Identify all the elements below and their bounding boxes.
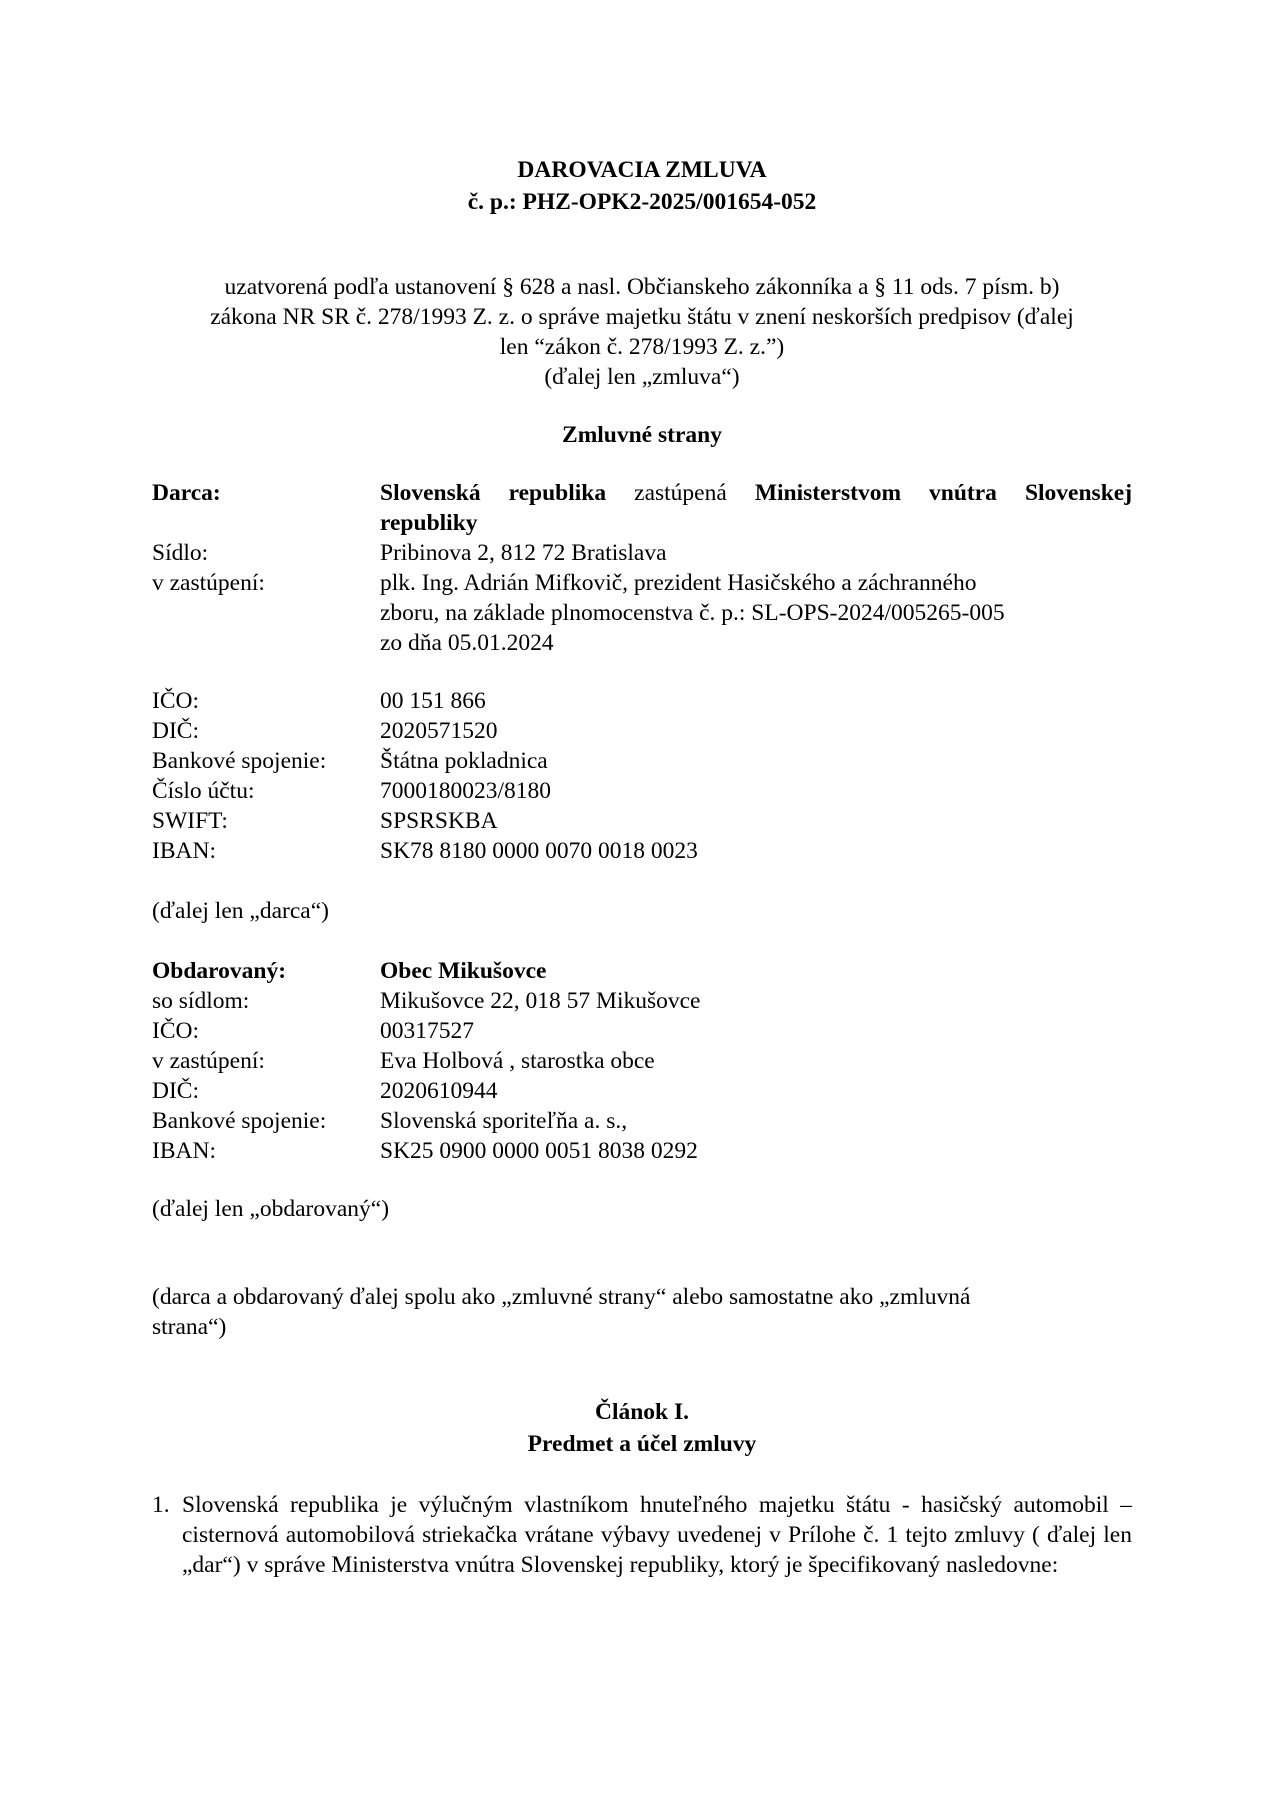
donee-dic-value: 2020610944 <box>380 1078 498 1104</box>
donor-ico-row <box>152 686 1132 716</box>
donor-dic-value: 2020571520 <box>380 718 498 744</box>
donor-name-line-2: republiky <box>380 510 478 536</box>
donor-swift-value: SPSRSKBA <box>380 808 498 834</box>
donee-seat-row <box>152 986 1132 1016</box>
document-title: DAROVACIA ZMLUVA <box>517 157 767 183</box>
article-number: Článok I. <box>594 1399 690 1425</box>
donee-bank-row <box>152 1106 1132 1136</box>
joint-reference-line: (darca a obdarovaný ďalej spolu ako „zmluvné strany“ alebo samostatne ako „zmluvná <box>152 1284 971 1310</box>
donor-label: Darca: <box>152 480 221 506</box>
donor-rep-line: plk. Ing. Adrián Mifkovič, prezident Hasičského a záchranného <box>380 570 977 596</box>
donee-seat-label: so sídlom: <box>152 988 250 1014</box>
donee-ico-value: 00317527 <box>380 1018 474 1044</box>
donee-bank-label: Bankové spojenie: <box>152 1108 327 1134</box>
donee-label: Obdarovaný: <box>152 958 287 984</box>
preamble <box>152 272 1132 392</box>
donor-iban-value: SK78 8180 0000 0070 0018 0023 <box>380 838 698 864</box>
article-heading <box>152 1396 1132 1460</box>
donor-bank-row <box>152 746 1132 776</box>
article-title: Predmet a účel zmluvy <box>527 1431 757 1457</box>
document-header <box>152 154 1132 218</box>
donor-name-republic: Slovenská republika <box>380 480 607 506</box>
donor-ico-value: 00 151 866 <box>380 688 486 714</box>
donor-swift-row <box>152 806 1132 836</box>
joint-reference <box>152 1282 1132 1342</box>
donee-name-row <box>152 956 1132 986</box>
donor-account-value: 7000180023/8180 <box>380 778 552 804</box>
donor-dic-row <box>152 716 1132 746</box>
donee-name: Obec Mikušovce <box>380 958 547 984</box>
donor-rep-label: v zastúpení: <box>152 570 265 596</box>
donor-account-label: Číslo účtu: <box>152 778 255 804</box>
preamble-line: len “zákon č. 278/1993 Z. z.”) <box>499 334 785 360</box>
donor-bank-label: Bankové spojenie: <box>152 748 327 774</box>
parties-heading: Zmluvné strany <box>562 422 722 448</box>
donor-seat-value: Pribinova 2, 812 72 Bratislava <box>380 540 667 566</box>
donor-section <box>152 478 1132 658</box>
joint-reference-line: strana“) <box>152 1314 227 1340</box>
preamble-line: zákona NR SR č. 278/1993 Z. z. o správe majetku štátu v znení neskorších predpisov (ďalej <box>210 304 1074 330</box>
clause-number: 1. <box>152 1492 170 1518</box>
preamble-line: (ďalej len „zmluva“) <box>544 364 740 390</box>
donor-seat-row <box>152 538 1132 568</box>
donee-reference: (ďalej len „obdarovaný“) <box>152 1196 390 1222</box>
preamble-line: uzatvorená podľa ustanovení § 628 a nasl. Občianskeho zákonníka a § 11 ods. 7 písm. b) <box>224 274 1060 300</box>
donor-dic-label: DIČ: <box>152 718 199 744</box>
donor-bank-value: Štátna pokladnica <box>380 748 548 774</box>
donee-seat-value: Mikušovce 22, 018 57 Mikušovce <box>380 988 701 1014</box>
donee-ico-row <box>152 1016 1132 1046</box>
donee-dic-label: DIČ: <box>152 1078 199 1104</box>
donee-section <box>152 956 1132 1166</box>
donor-rep-line: zo dňa 05.01.2024 <box>380 630 554 656</box>
donee-dic-row <box>152 1076 1132 1106</box>
donee-rep-value: Eva Holbová , starostka obce <box>380 1048 655 1074</box>
document-number: č. p.: PHZ-OPK2-2025/001654-052 <box>467 189 817 215</box>
donor-rep-row <box>152 568 1132 658</box>
donee-ico-label: IČO: <box>152 1018 199 1044</box>
donee-bank-value: Slovenská sporiteľňa a. s., <box>380 1108 628 1134</box>
donor-name-represented: zastúpená <box>634 480 727 506</box>
donor-name-row <box>152 478 1132 538</box>
donee-iban-label: IBAN: <box>152 1138 216 1164</box>
clause-text: Slovenská republika je výlučným vlastníkom hnuteľného majetku štátu - hasičský automobil – cisternová automobilová striekačka vrátane výbavy uvedenej v Prílohe č. 1 tejto zmluvy ( ďalej len „dar“) v správe Ministerstva vnútra Slovenskej republiky, ktorý je špecifikovaný nasledovne: <box>182 1492 1132 1578</box>
donor-iban-row <box>152 836 1132 866</box>
donor-seat-label: Sídlo: <box>152 540 209 566</box>
donee-iban-row <box>152 1136 1132 1166</box>
donor-identifiers <box>152 686 1132 866</box>
donee-iban-value: SK25 0900 0000 0051 8038 0292 <box>380 1138 698 1164</box>
clause-list <box>152 1490 1132 1580</box>
donee-rep-row <box>152 1046 1132 1076</box>
donee-rep-label: v zastúpení: <box>152 1048 265 1074</box>
donor-swift-label: SWIFT: <box>152 808 228 834</box>
donor-name-ministry: Ministerstvom vnútra Slovenskej <box>754 480 1133 506</box>
donor-name-line <box>380 478 1132 508</box>
donor-iban-label: IBAN: <box>152 838 216 864</box>
donor-account-row <box>152 776 1132 806</box>
clause-item <box>152 1490 1132 1580</box>
donor-reference: (ďalej len „darca“) <box>152 898 329 924</box>
donor-ico-label: IČO: <box>152 688 199 714</box>
donor-rep-line: zboru, na základe plnomocenstva č. p.: SL-OPS-2024/005265-005 <box>380 600 1005 626</box>
